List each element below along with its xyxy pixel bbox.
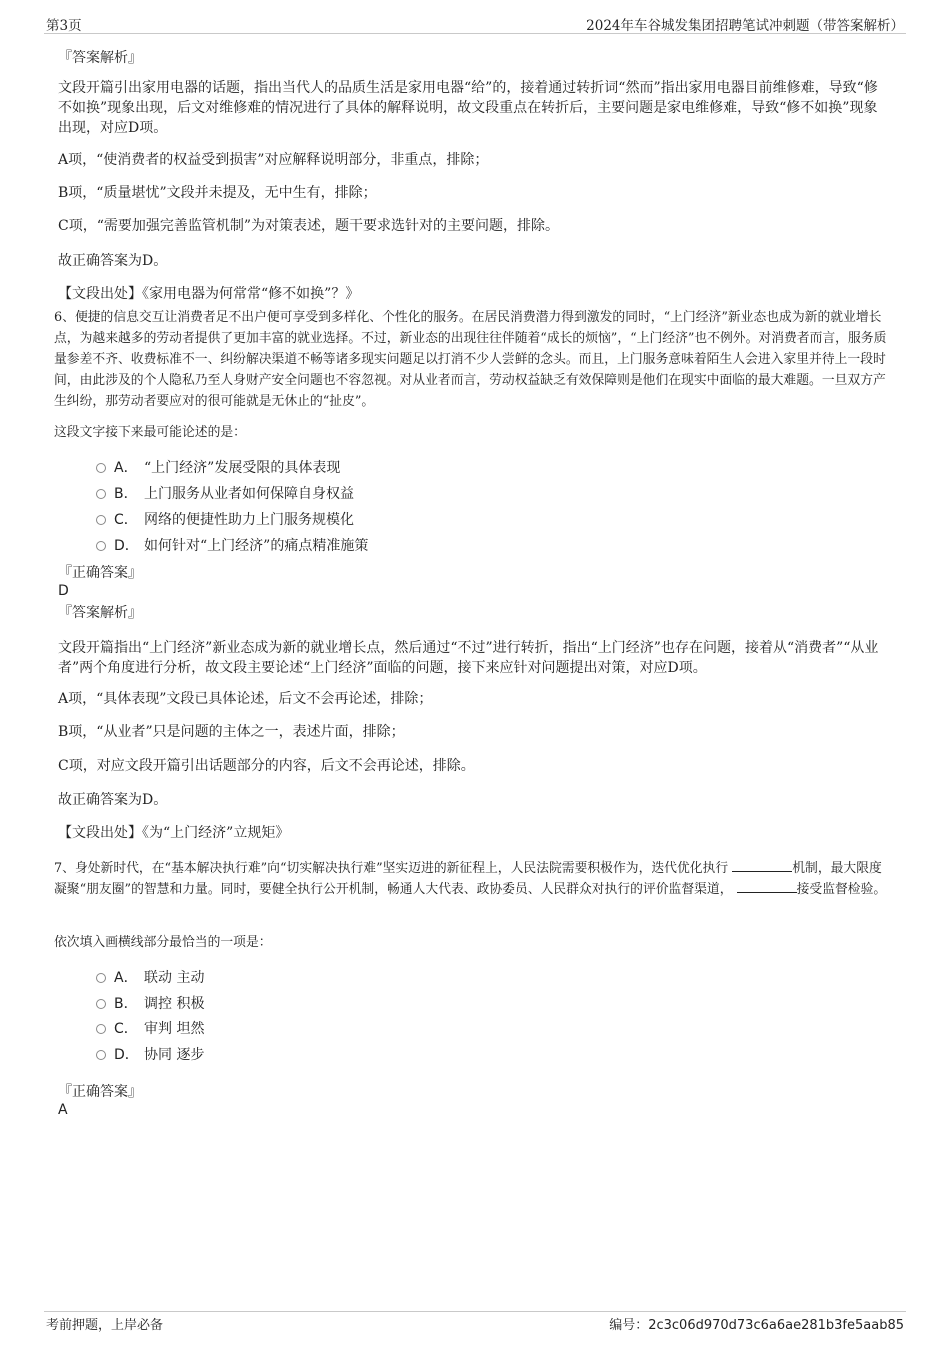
radio-icon[interactable] [96, 973, 106, 983]
q7-prompt: 依次填入画横线部分最恰当的一项是： [54, 935, 272, 950]
header-divider [44, 33, 906, 34]
q6-option-a-analysis: A项，“具体表现”文段已具体论述，后文不会再论述，排除； [58, 691, 433, 707]
radio-icon[interactable] [96, 999, 106, 1009]
option-letter: A． [114, 970, 138, 986]
q6-conclusion: 故正确答案为D。 [58, 792, 168, 808]
footer-code-value: 2c3c06d970d73c6a6ae281b3fe5aab85 [648, 1318, 904, 1333]
q6-analysis-heading: 『答案解析』 [58, 605, 142, 621]
option-text: 审判 坦然 [144, 1021, 205, 1037]
q5-option-c-analysis: C项，“需要加强完善监管机制”为对策表述，题干要求选针对的主要问题，排除。 [58, 218, 560, 234]
q7-option-c[interactable] [96, 1019, 396, 1039]
q7-option-d[interactable] [96, 1045, 396, 1065]
q7-answer-heading: 『正确答案』 [58, 1084, 142, 1100]
footer-code [609, 1314, 904, 1333]
q6-option-b[interactable] [96, 484, 496, 504]
q7-stem-part1: 7、身处新时代，在“基本解决执行难”向“切实解决执行难”坚实迈进的新征程上，人民法院需要积极作为，迭代优化执行 [54, 861, 729, 876]
q6-option-c-analysis: C项，对应文段开篇引出话题部分的内容，后文不会再论述，排除。 [58, 758, 475, 774]
q7-blank-2 [737, 880, 797, 893]
page-number: 第3页 [46, 18, 82, 34]
radio-icon[interactable] [96, 541, 106, 551]
q6-option-a[interactable] [96, 458, 496, 478]
q6-prompt: 这段文字接下来最可能论述的是： [54, 425, 246, 440]
q6-answer: D [58, 583, 69, 599]
q6-source: 【文段出处】《为“上门经济”立规矩》 [58, 825, 290, 841]
q5-source: 【文段出处】《家用电器为何常常“修不如换”？》 [58, 286, 360, 302]
footer-slogan: 考前押题，上岸必备 [46, 1318, 164, 1333]
q7-stem-part2: 机制，最大限度凝聚“朋友圈”的智慧和力量。同时，要健全执行公开机制，畅通人大代表、政协委员、人民群众对执行的评价监督渠道， [54, 861, 882, 897]
radio-icon[interactable] [96, 1050, 106, 1060]
footer-code-label: 编号： [609, 1318, 649, 1333]
option-letter: C． [114, 512, 138, 528]
q5-analysis-heading: 『答案解析』 [58, 50, 142, 66]
q5-option-a-analysis: A项，“使消费者的权益受到损害”对应解释说明部分，非重点，排除； [58, 152, 489, 168]
q6-option-b-analysis: B项，“从业者”只是问题的主体之一，表述片面，排除； [58, 724, 405, 740]
option-letter: D． [114, 1047, 139, 1063]
option-text: 网络的便捷性助力上门服务规模化 [144, 512, 354, 528]
radio-icon[interactable] [96, 1024, 106, 1034]
option-text: “上门经济”发展受限的具体表现 [144, 460, 341, 476]
q6-option-d[interactable] [96, 536, 496, 556]
option-letter: B． [114, 486, 138, 502]
option-letter: C． [114, 1021, 138, 1037]
q5-conclusion: 故正确答案为D。 [58, 253, 168, 269]
option-text: 协同 逐步 [144, 1047, 205, 1063]
q5-analysis-text: 文段开篇引出家用电器的话题，指出当代人的品质生活是家用电器“给”的，接着通过转折词“然而”指出家用电器目前维修难，导致“修不如换”现象出现，后文对维修难的情况进行了具体的解释说明，故文段重点在转折后，主要问题是家电维修难，导致“修不如换”现象出现，对应D项。 [58, 80, 878, 136]
q6-answer-heading: 『正确答案』 [58, 565, 142, 581]
q5-option-b-analysis: B项，“质量堪忧”文段并未提及，无中生有，排除； [58, 185, 377, 201]
option-text: 调控 积极 [144, 996, 205, 1012]
q6-option-c[interactable] [96, 510, 496, 530]
option-text: 如何针对“上门经济”的痛点精准施策 [144, 538, 369, 554]
option-letter: D． [114, 538, 139, 554]
q7-option-a[interactable] [96, 968, 396, 988]
radio-icon[interactable] [96, 489, 106, 499]
q7-option-b[interactable] [96, 994, 396, 1014]
option-text: 上门服务从业者如何保障自身权益 [144, 486, 354, 502]
q6-analysis-text: 文段开篇指出“上门经济”新业态成为新的就业增长点，然后通过“不过”进行转折，指出“上门经济”也存在问题，接着从“消费者”“从业者”两个角度进行分析，故文段主要论述“上门经济”面临的问题，接下来应针对问题提出对策，对应D项。 [58, 640, 879, 676]
option-letter: B． [114, 996, 138, 1012]
q7-stem [54, 858, 892, 900]
radio-icon[interactable] [96, 463, 106, 473]
q7-stem-part3: 接受监督检验。 [796, 882, 887, 897]
document-title: 2024年车谷城发集团招聘笔试冲刺题（带答案解析） [586, 18, 904, 34]
footer-divider [44, 1311, 906, 1312]
option-letter: A． [114, 460, 138, 476]
option-text: 联动 主动 [144, 970, 205, 986]
q7-blank-1 [732, 859, 792, 872]
q6-stem: 6、便捷的信息交互让消费者足不出户便可享受到多样化、个性化的服务。在居民消费潜力得到激发的同时，“上门经济”新业态也成为新的就业增长点，为越来越多的劳动者提供了更加丰富的就业选择。不过，新业态的出现往往伴随着“成长的烦恼”，“上门经济”也不例外。对消费者而言，服务质量参差不齐、收费标准不一、纠纷解决渠道不畅等诸多现实问题足以打消不少人尝鲜的念头。而且，上门服务意味着陌生人会进入家里并待上一段时间，由此涉及的个人隐私乃至人身财产安全问题也不容忽视。对从业者而言，劳动权益缺乏有效保障则是他们在现实中面临的最大难题。一旦双方产生纠纷，那劳动者要应对的很可能就是无休止的“扯皮”。 [54, 310, 887, 409]
radio-icon[interactable] [96, 515, 106, 525]
q7-answer: A [58, 1102, 68, 1118]
